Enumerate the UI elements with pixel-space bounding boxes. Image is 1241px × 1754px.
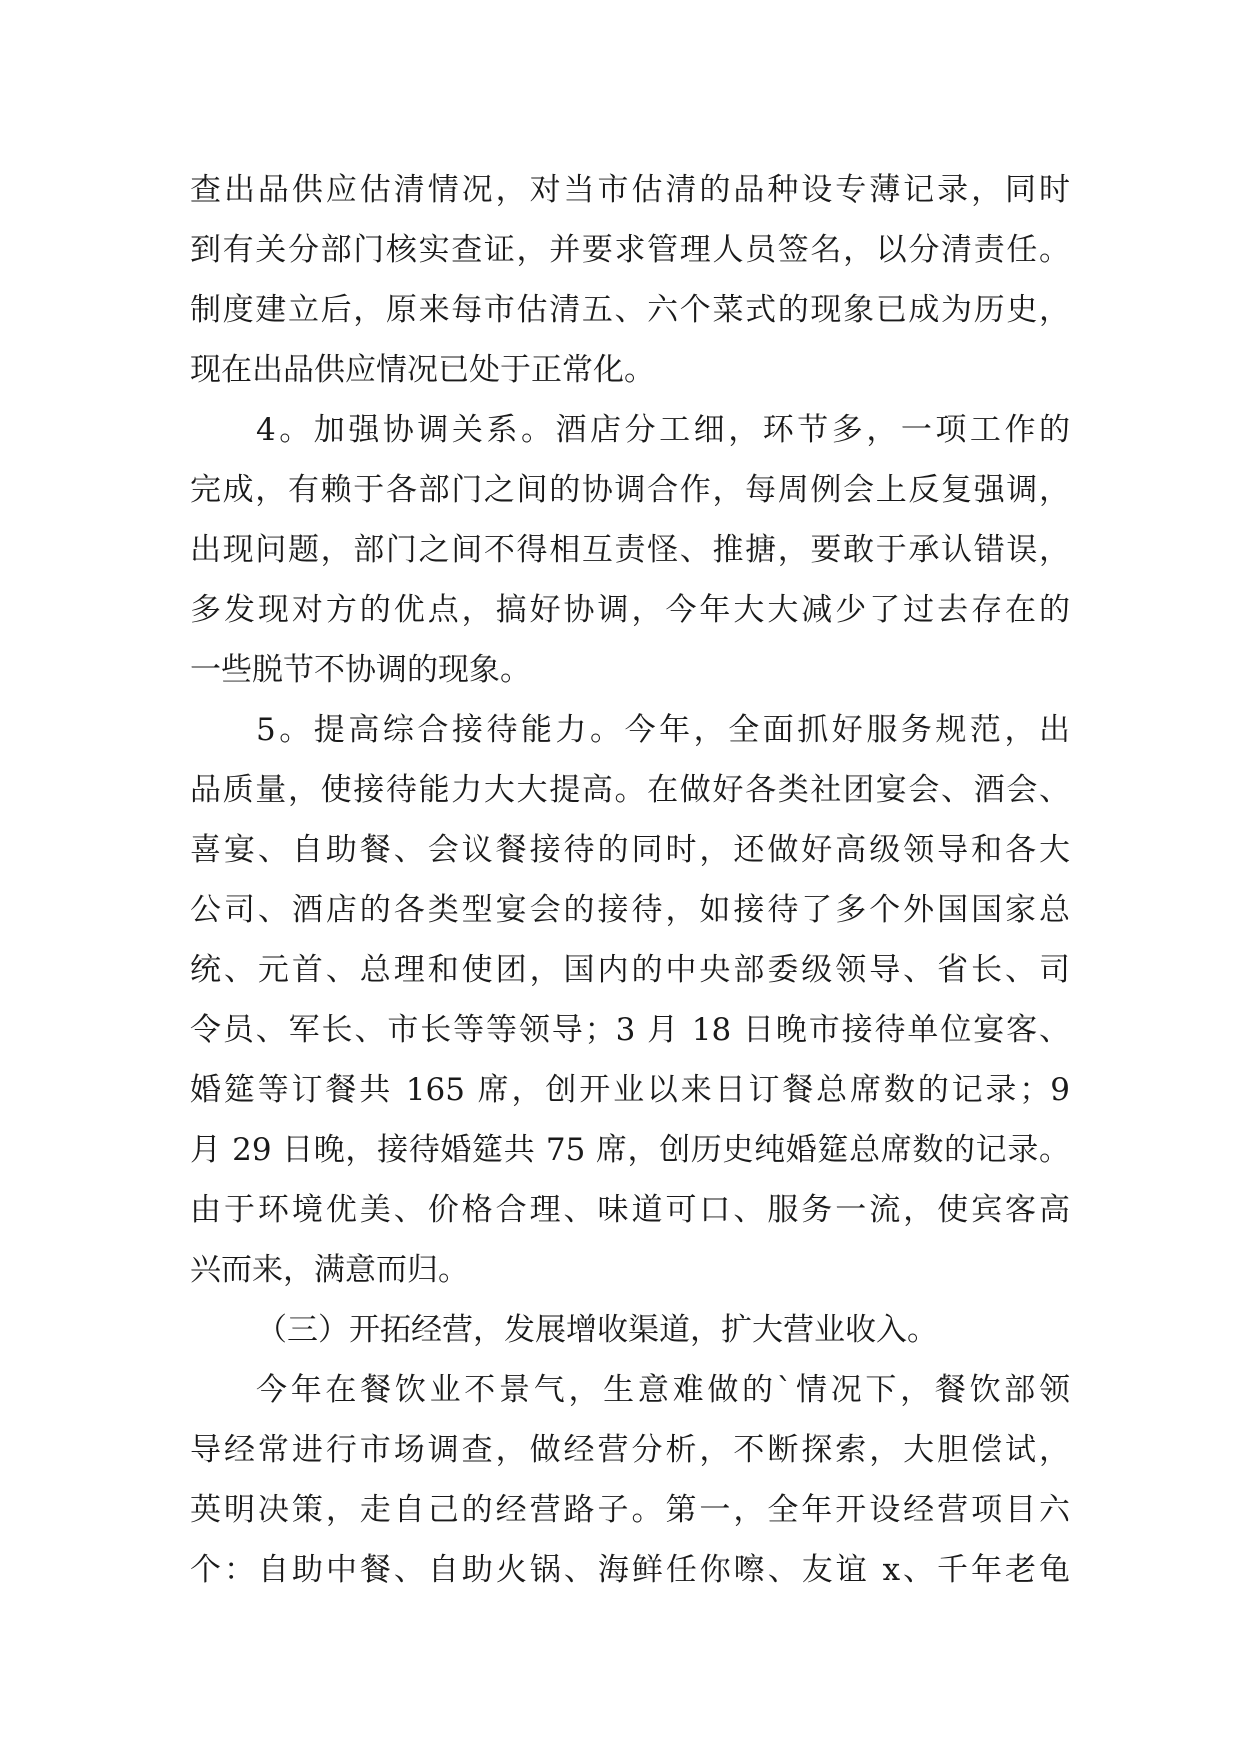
- text-line: 制度建立后，原来每市估清五、六个菜式的现象已成为历史，: [190, 292, 1070, 328]
- text-line: 月 29 日晚，接待婚筵共 75 席，创历史纯婚筵总席数的记录。: [190, 1132, 1070, 1168]
- text-line: 多发现对方的优点，搞好协调，今年大大减少了过去存在的: [190, 592, 1070, 628]
- text-line: 查出品供应估清情况，对当市估清的品种设专薄记录，同时: [190, 172, 1070, 208]
- text-line: 出现问题，部门之间不得相互责怪、推搪，要敢于承认错误，: [190, 532, 1070, 568]
- text-line: 喜宴、自助餐、会议餐接待的同时，还做好高级领导和各大: [190, 832, 1070, 868]
- paragraph-start-line: 5。提高综合接待能力。今年，全面抓好服务规范，出: [256, 712, 1070, 748]
- text-line: 完成，有赖于各部门之间的协调合作，每周例会上反复强调，: [190, 472, 1070, 508]
- text-line: 由于环境优美、价格合理、味道可口、服务一流，使宾客高: [190, 1192, 1070, 1228]
- text-line: 兴而来，满意而归。: [190, 1252, 469, 1288]
- text-line: 个：自助中餐、自助火锅、海鲜任你嚓、友谊 x、千年老龟: [190, 1552, 1070, 1588]
- text-line: 统、元首、总理和使团，国内的中央部委级领导、省长、司: [190, 952, 1070, 988]
- text-line: 现在出品供应情况已处于正常化。: [190, 352, 655, 388]
- text-line: 婚筵等订餐共 165 席，创开业以来日订餐总席数的记录；9: [190, 1072, 1070, 1108]
- body-text: [190, 160, 1070, 1600]
- text-line: 导经常进行市场调查，做经营分析，不断探索，大胆偿试，: [190, 1432, 1070, 1468]
- text-line: 品质量，使接待能力大大提高。在做好各类社团宴会、酒会、: [190, 772, 1070, 808]
- text-line: 到有关分部门核实查证，并要求管理人员签名，以分清责任。: [190, 232, 1070, 268]
- text-line: 一些脱节不协调的现象。: [190, 652, 531, 688]
- paragraph-start-line: 今年在餐饮业不景气，生意难做的`情况下，餐饮部领: [256, 1372, 1070, 1408]
- text-line: 令员、军长、市长等等领导；3 月 18 日晚市接待单位宴客、: [190, 1012, 1070, 1048]
- text-line: 英明决策，走自己的经营路子。第一，全年开设经营项目六: [190, 1492, 1070, 1528]
- text-line: 公司、酒店的各类型宴会的接待，如接待了多个外国国家总: [190, 892, 1070, 928]
- section-heading: （三）开拓经营，发展增收渠道，扩大营业收入。: [256, 1312, 938, 1348]
- paragraph-start-line: 4。加强协调关系。酒店分工细，环节多，一项工作的: [256, 412, 1070, 448]
